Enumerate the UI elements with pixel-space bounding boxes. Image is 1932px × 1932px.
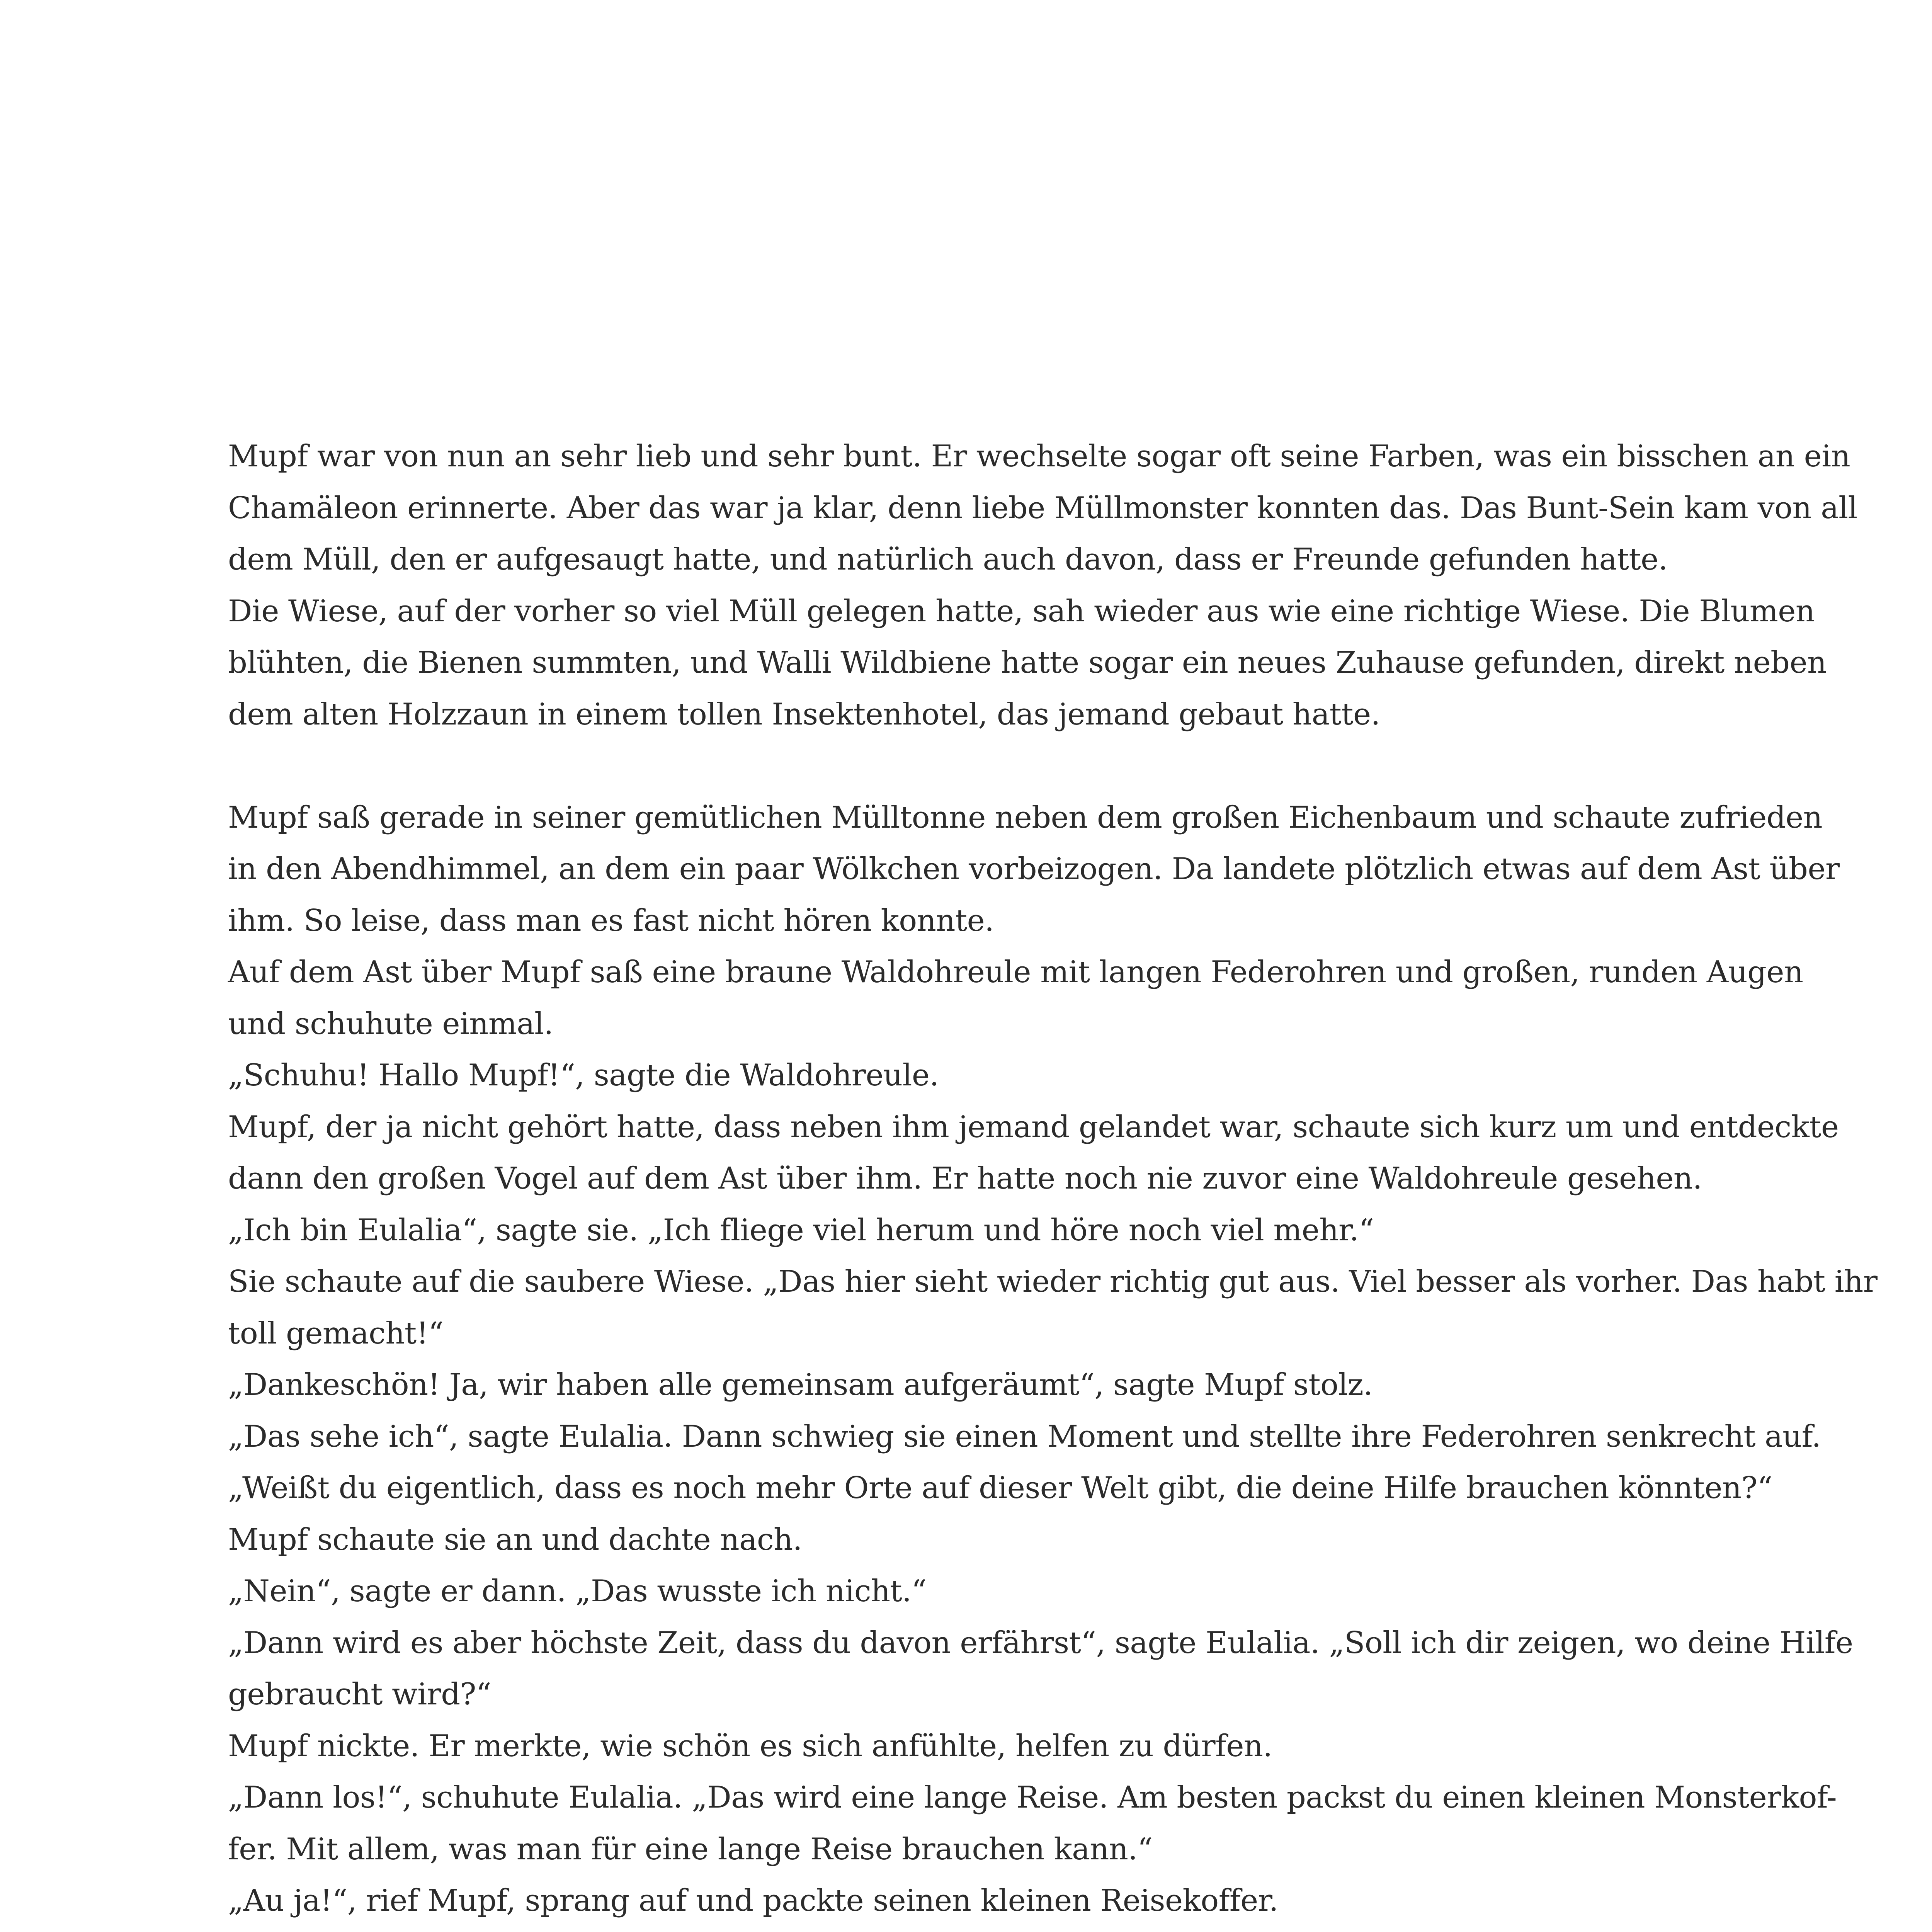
- text-line: toll gemacht!“: [228, 1316, 444, 1351]
- text-line: Mupf nickte. Er merkte, wie schön es sich anfühlte, helfen zu dürfen.: [228, 1728, 1272, 1764]
- paragraph: [228, 792, 1878, 1932]
- text-line: dann den großen Vogel auf dem Ast über ihm. Er hatte noch nie zuvor eine Waldohreule gesehen.: [228, 1161, 1702, 1196]
- text-line: „Schuhu! Hallo Mupf!“, sagte die Waldohreule.: [228, 1058, 939, 1093]
- story-text: [228, 431, 1878, 1932]
- text-line: „Au ja!“, rief Mupf, sprang auf und packte seinen kleinen Reisekoffer.: [228, 1883, 1278, 1918]
- text-line: blühten, die Bienen summten, und Walli Wildbiene hatte sogar ein neues Zuhause gefunden, direkt neben: [228, 645, 1827, 680]
- text-line: und schuhute einmal.: [228, 1006, 553, 1041]
- text-line: „Ich bin Eulalia“, sagte sie. „Ich fliege viel herum und höre noch viel mehr.“: [228, 1213, 1374, 1248]
- text-line: [228, 1927, 1804, 1932]
- text-line: Die Wiese, auf der vorher so viel Müll gelegen hatte, sah wieder aus wie eine richtige Wiese. Die Blumen: [228, 594, 1815, 629]
- paragraph-gap: [228, 740, 1804, 792]
- text-line: Auf dem Ast über Mupf saß eine braune Waldohreule mit langen Federohren und großen, runden Augen: [228, 955, 1803, 990]
- paragraph: [228, 431, 1857, 740]
- text-line: ihm. So leise, dass man es fast nicht hören konnte.: [228, 903, 994, 938]
- text-line: Mupf schaute sie an und dachte nach.: [228, 1522, 802, 1557]
- text-line: „Dann los!“, schuhute Eulalia. „Das wird eine lange Reise. Am besten packst du einen kleinen Monsterkof-: [228, 1780, 1837, 1815]
- text-line: dem Müll, den er aufgesaugt hatte, und natürlich auch davon, dass er Freunde gefunden hatte.: [228, 542, 1668, 577]
- text-line: „Das sehe ich“, sagte Eulalia. Dann schwieg sie einen Moment und stellte ihre Federohren senkrecht auf.: [228, 1419, 1821, 1454]
- text-line: gebraucht wird?“: [228, 1677, 492, 1712]
- text-line: Chamäleon erinnerte. Aber das war ja klar, denn liebe Müllmonster konnten das. Das Bunt-Sein kam von all: [228, 490, 1857, 526]
- text-line: fer. Mit allem, was man für eine lange Reise brauchen kann.“: [228, 1832, 1153, 1867]
- text-line: „Dankeschön! Ja, wir haben alle gemeinsam aufgeräumt“, sagte Mupf stolz.: [228, 1367, 1373, 1402]
- text-line: „Dann wird es aber höchste Zeit, dass du davon erfährst“, sagte Eulalia. „Soll ich dir zeigen, wo deine Hilfe: [228, 1625, 1853, 1660]
- text-line: „Weißt du eigentlich, dass es noch mehr Orte auf dieser Welt gibt, die deine Hilfe brauchen könnten?“: [228, 1471, 1772, 1505]
- text-line: Sie schaute auf die saubere Wiese. „Das hier sieht wieder richtig gut aus. Viel besser als vorher. Das habt ihr: [228, 1264, 1878, 1299]
- text-line: „Nein“, sagte er dann. „Das wusste ich nicht.“: [228, 1574, 927, 1609]
- text-line: dem alten Holzzaun in einem tollen Insektenhotel, das jemand gebaut hatte.: [228, 697, 1380, 732]
- text-line: in den Abendhimmel, an dem ein paar Wölkchen vorbeizogen. Da landete plötzlich etwas auf dem Ast über: [228, 852, 1840, 886]
- text-line: Mupf saß gerade in seiner gemütlichen Mülltonne neben dem großen Eichenbaum und schaute zufrieden: [228, 800, 1823, 835]
- text-line: Mupf, der ja nicht gehört hatte, dass neben ihm jemand gelandet war, schaute sich kurz um und entdeckte: [228, 1109, 1839, 1145]
- text-line: Mupf war von nun an sehr lieb und sehr bunt. Er wechselte sogar oft seine Farben, was ein bisschen an ein: [228, 439, 1850, 474]
